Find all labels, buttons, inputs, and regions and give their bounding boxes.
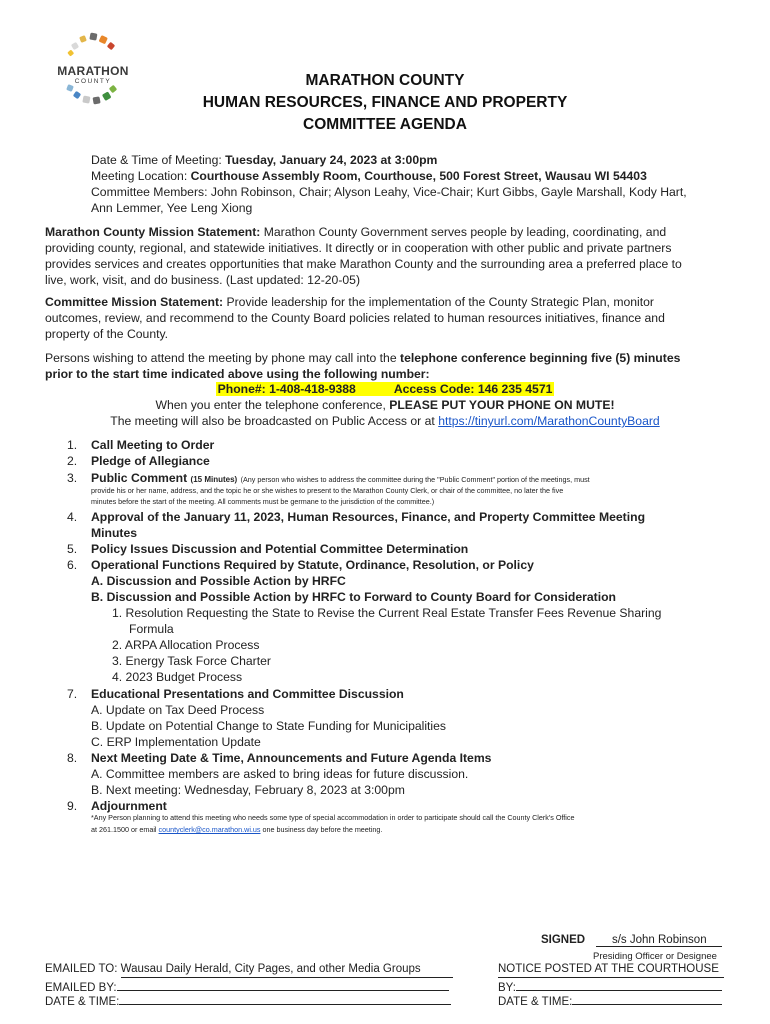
agenda-item-4-line1: Approval of the January 11, 2023, Human Resources, Finance, and Property Committee Meeting [91, 510, 646, 524]
emailed-by-label: EMAILED BY: [45, 982, 117, 994]
accommodation-note-line2 [91, 825, 382, 836]
agenda-number-4: 4. [67, 510, 78, 524]
signed-label: SIGNED [541, 934, 586, 946]
agenda-item-8: Next Meeting Date & Time, Announcements and Future Agenda Items [91, 751, 492, 765]
county-clerk-email-link[interactable]: countyclerk@co.marathon.wi.us [158, 825, 261, 834]
agenda-item-5: Policy Issues Discussion and Potential Committee Determination [91, 542, 469, 556]
posted-by-label: BY: [498, 982, 516, 994]
accommodation-note-text: at 261.1500 or email [91, 825, 159, 834]
county-mission-text1: Marathon County Government serves people by leading, coordinating, and [260, 225, 667, 239]
agenda-number-9: 9. [67, 799, 78, 813]
agenda-item-3-minutes: (15 Minutes) [190, 475, 238, 484]
notice-posted-label: NOTICE POSTED AT THE COURTHOUSE [498, 962, 724, 978]
phone-intro-text: Persons wishing to attend the meeting by phone may call into the [45, 351, 401, 365]
agenda-item-3-note1: (Any person who wishes to address the committee during the "Public Comment" portion of the meetings, must [240, 475, 590, 484]
emailed-to-value: Wausau Daily Herald, City Pages, and other Media Groups [121, 962, 453, 978]
date-time-left-line [119, 991, 451, 1005]
signed-block [541, 934, 722, 947]
date-time-right-row [498, 991, 722, 1010]
date-time-left-label: DATE & TIME: [45, 996, 120, 1008]
agenda-item-6b1-line1: 1. Resolution Requesting the State to Revise the Current Real Estate Transfer Fees Revenue Sharing [112, 606, 662, 620]
committee-mission-line2: outcomes, review, and recommend to the County Board policies related to human resources initiatives, finance and [45, 311, 665, 325]
agenda-item-4-line2: Minutes [91, 526, 138, 540]
committee-mission-text1: Provide leadership for the implementation of the County Strategic Plan, monitor [223, 295, 654, 309]
phone-intro-bold2: prior to the start time indicated above using the following number: [45, 367, 430, 381]
page-title-line3: COMMITTEE AGENDA [303, 116, 467, 133]
agenda-number-6: 6. [67, 558, 78, 572]
agenda-item-6b3: 3. Energy Task Force Charter [112, 654, 271, 668]
emailed-to-label: EMAILED TO: [45, 963, 121, 975]
phone-intro-bold: telephone conference beginning five (5) minutes [400, 351, 681, 365]
signed-value: s/s John Robinson [596, 934, 722, 947]
agenda-number-1: 1. [67, 438, 78, 452]
committee-mission-line3: property of the County. [45, 327, 169, 341]
agenda-item-3-note3: minutes before the start of the meeting. All comments must be germane to the jurisdiction of the committee.) [91, 497, 435, 506]
committee-members-line2: Ann Lemmer, Yee Leng Xiong [91, 201, 253, 215]
agenda-item-6b4: 4. 2023 Budget Process [112, 670, 243, 684]
agenda-item-6: Operational Functions Required by Statute, Ordinance, Resolution, or Policy [91, 558, 534, 572]
agenda-item-6a: A. Discussion and Possible Action by HRFC [91, 574, 346, 588]
agenda-item-7b: B. Update on Potential Change to State Funding for Municipalities [91, 719, 447, 733]
emailed-by-line [117, 977, 449, 991]
agenda-item-7c: C. ERP Implementation Update [91, 735, 261, 749]
agenda-item-9: Adjournment [91, 799, 167, 813]
page-title-line2: HUMAN RESOURCES, FINANCE AND PROPERTY [202, 94, 568, 111]
agenda-item-3-note2: provide his or her name, address, and the topic he or she wishes to present to the Marathon County Clerk, or chair of the committee, no later the five [91, 486, 564, 495]
mute-text: When you enter the telephone conference, [155, 398, 390, 412]
notice-posted-row [498, 962, 724, 978]
agenda-item-8a: A. Committee members are asked to bring ideas for future discussion. [91, 767, 469, 781]
county-mission-line3: provides services and creates opportunities that make Marathon County and the surrounding area a preferred place to [45, 257, 682, 271]
page-title-line1: MARATHON COUNTY [305, 72, 465, 89]
emailed-to-row [45, 962, 453, 978]
broadcast-text: The meeting will also be broadcasted on Public Access or at [110, 414, 439, 428]
agenda-item-6b: B. Discussion and Possible Action by HRFC to Forward to County Board for Consideration [91, 590, 616, 604]
agenda-item-3 [91, 470, 590, 486]
agenda-item-7a: A. Update on Tax Deed Process [91, 703, 265, 717]
agenda-number-8: 8. [67, 751, 78, 765]
committee-members-line1: Committee Members: John Robinson, Chair; Alyson Leahy, Vice-Chair; Kurt Gibbs, Gayle Marshall, Kody Hart, [91, 185, 687, 199]
date-time-left-row [45, 991, 451, 1010]
access-code: Access Code: 146 235 4571 [393, 382, 553, 396]
committee-mission-label: Committee Mission Statement: [45, 295, 224, 309]
county-mission-line2: providing county, regional, and statewide initiatives. It directly or in cooperation with other public and private partners [45, 241, 672, 255]
meeting-location-value: Courthouse Assembly Room, Courthouse, 500 Forest Street, Wausau WI 54403 [190, 169, 647, 183]
logo-text-county: COUNTY [74, 78, 112, 85]
logo-text-marathon: MARATHON [57, 64, 129, 78]
meeting-date-label: Date & Time of Meeting: [91, 153, 226, 167]
agenda-item-1: Call Meeting to Order [91, 438, 215, 452]
meeting-date-value: Tuesday, January 24, 2023 at 3:00pm [225, 153, 438, 167]
broadcast-link[interactable]: https://tinyurl.com/MarathonCountyBoard [438, 414, 660, 428]
agenda-item-7: Educational Presentations and Committee Discussion [91, 687, 404, 701]
accommodation-note-text2: one business day before the meeting. [260, 825, 383, 834]
presiding-officer-label: Presiding Officer or Designee [593, 951, 717, 962]
agenda-item-2: Pledge of Allegiance [91, 454, 210, 468]
date-time-right-line [572, 991, 722, 1005]
county-mission-label: Marathon County Mission Statement: [45, 225, 261, 239]
agenda-item-6b2: 2. ARPA Allocation Process [112, 638, 260, 652]
phone-number: Phone#: 1-408-418-9388 [217, 382, 356, 396]
agenda-number-7: 7. [67, 687, 78, 701]
mute-bold: PLEASE PUT YOUR PHONE ON MUTE! [389, 398, 615, 412]
agenda-item-6b1-line2: Formula [129, 622, 174, 636]
accommodation-note-line1: *Any Person planning to attend this meeting who needs some type of special accommodation in order to participate should call the County Clerk's Office [91, 813, 575, 822]
agenda-number-3: 3. [67, 471, 78, 485]
posted-by-line [516, 977, 722, 991]
agenda-number-2: 2. [67, 454, 78, 468]
agenda-item-3-title: Public Comment [91, 471, 188, 485]
county-mission-line4: live, work, visit, and do business. (Last updated: 12-20-05) [45, 273, 361, 287]
agenda-item-8b: B. Next meeting: Wednesday, February 8, 2023 at 3:00pm [91, 783, 405, 797]
agenda-number-5: 5. [67, 542, 78, 556]
meeting-location-label: Meeting Location: [91, 169, 191, 183]
date-time-right-label: DATE & TIME: [498, 996, 573, 1008]
